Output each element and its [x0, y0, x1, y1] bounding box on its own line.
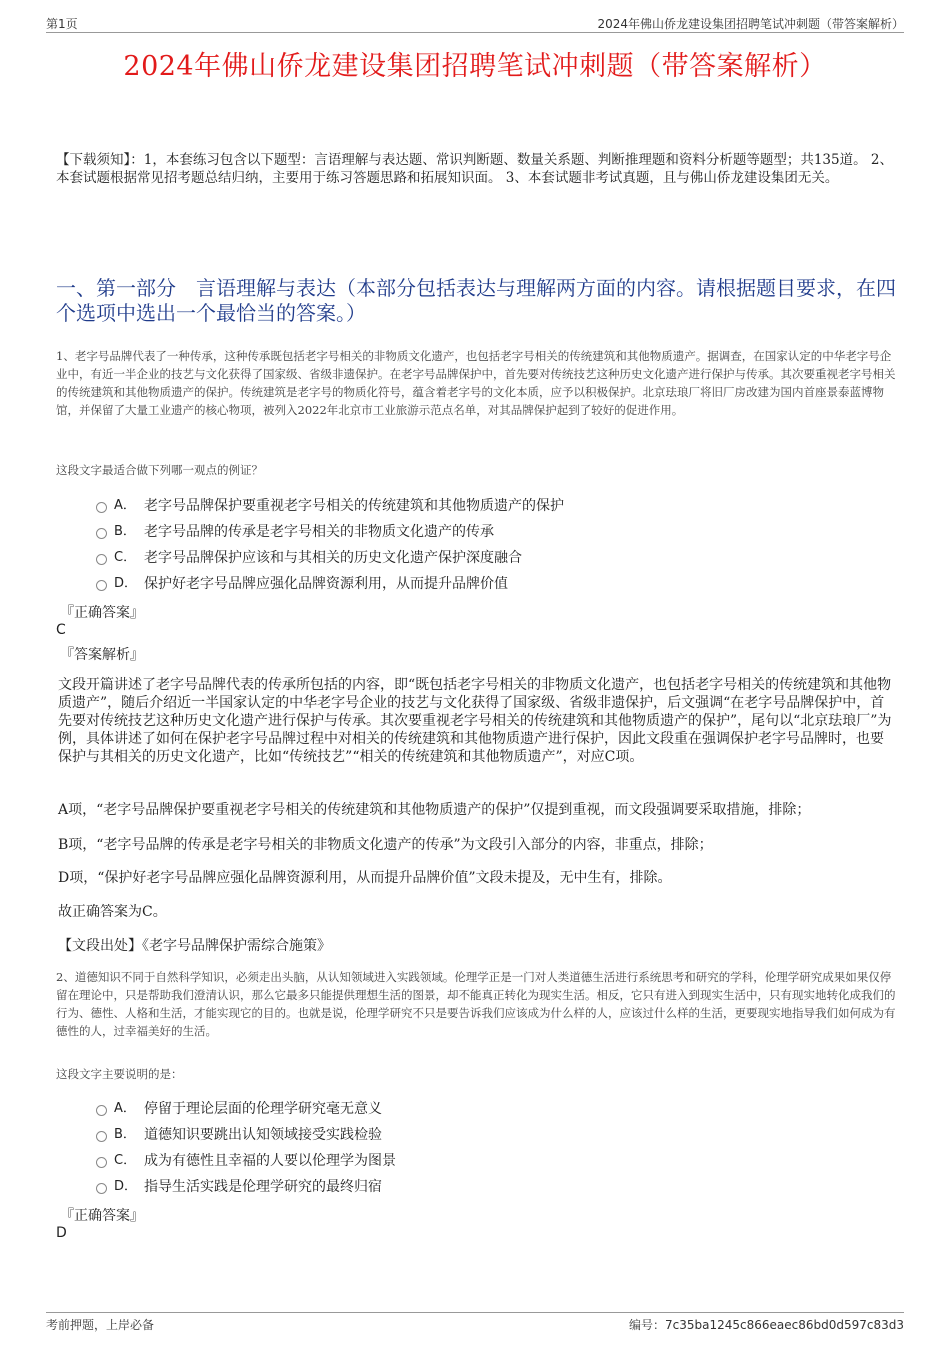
- option-text: 停留于理论层面的伦理学研究毫无意义: [144, 1101, 382, 1117]
- page-header: [46, 14, 904, 33]
- option-text: 保护好老字号品牌应强化品牌资源利用，从而提升品牌价值: [144, 576, 508, 592]
- header-doc-title: 2024年佛山侨龙建设集团招聘笔试冲刺题（带答案解析）: [597, 17, 904, 31]
- page-title: 2024年佛山侨龙建设集团招聘笔试冲刺题（带答案解析）: [123, 51, 827, 82]
- option-text: 老字号品牌保护应该和与其相关的历史文化遗产保护深度融合: [144, 550, 522, 566]
- option-text: 道德知识要跳出认知领域接受实践检验: [144, 1127, 382, 1143]
- q1-answer: C: [56, 622, 66, 638]
- radio-icon[interactable]: [96, 1131, 107, 1142]
- q1-source: 【文段出处】《老字号品牌保护需综合施策》: [58, 938, 331, 954]
- q1-option-b[interactable]: [96, 522, 856, 542]
- radio-icon[interactable]: [96, 1157, 107, 1168]
- question-2-prompt: 这段文字主要说明的是：: [56, 1067, 183, 1081]
- q2-option-c[interactable]: [96, 1151, 856, 1171]
- option-letter: D．: [114, 576, 138, 591]
- q1-option-a[interactable]: [96, 496, 856, 516]
- option-text: 老字号品牌的传承是老字号相关的非物质文化遗产的传承: [144, 524, 494, 540]
- q1-note-d: D项，“保护好老字号品牌应强化品牌资源利用，从而提升品牌价值”文段未提及，无中生有，排除。: [58, 870, 672, 886]
- option-letter: C．: [114, 550, 137, 565]
- q1-option-c[interactable]: [96, 548, 856, 568]
- radio-icon[interactable]: [96, 502, 107, 513]
- q1-conclusion: 故正确答案为C。: [58, 904, 167, 920]
- q2-answer: D: [56, 1225, 67, 1241]
- option-letter: C．: [114, 1153, 137, 1168]
- option-text: 成为有德性且幸福的人要以伦理学为图景: [144, 1153, 396, 1169]
- q1-analysis-label: 『答案解析』: [60, 647, 144, 663]
- download-notice: 【下载须知】：1，本套练习包含以下题型：言语理解与表达题、常识判断题、数量关系题、判断推理题和资料分析题等题型；共135道。 2、本套试题根据常见招考题总结归纳，主要用于练习答题思路和拓展知识面。 3、本套试题非考试真题，且与佛山侨龙建设集团无关。: [56, 152, 893, 186]
- q1-note-b: B项，“老字号品牌的传承是老字号相关的非物质文化遗产的传承”为文段引入部分的内容，非重点，排除；: [58, 837, 713, 853]
- q1-option-d[interactable]: [96, 574, 856, 594]
- q2-option-a[interactable]: [96, 1099, 856, 1119]
- q2-option-d[interactable]: [96, 1177, 856, 1197]
- q1-analysis: 文段开篇讲述了老字号品牌代表的传承所包括的内容，即“既包括老字号相关的非物质文化遗产，也包括老字号相关的传统建筑和其他物质遗产”，随后介绍近一半国家认定的中华老字号企业的技艺与文化获得了国家级、省级非遗保护，后文强调“在老字号品牌保护中，首先要对传统技艺这种历史文化遗产进行保护与传承。其次要重视老字号相关的传统建筑和其他物质遗产的保护”，尾句以“北京珐琅厂”为例，具体讲述了如何在保护老字号品牌过程中对相关的传统建筑和其他物质遗产进行保护，因此文段重在强调保护老字号品牌时，也要保护与其相关的历史文化遗产，比如“传统技艺”“相关的传统建筑和其他物质遗产”，对应C项。: [58, 677, 892, 765]
- q2-answer-label: 『正确答案』: [60, 1208, 144, 1224]
- radio-icon[interactable]: [96, 1105, 107, 1116]
- footer-slogan: 考前押题，上岸必备: [46, 1318, 155, 1332]
- question-1-prompt: 这段文字最适合做下列哪一观点的例证？: [56, 463, 263, 477]
- page-footer: [46, 1312, 904, 1333]
- radio-icon[interactable]: [96, 580, 107, 591]
- page-number: 第1页: [46, 17, 78, 31]
- radio-icon[interactable]: [96, 528, 107, 539]
- option-text: 老字号品牌保护要重视老字号相关的传统建筑和其他物质遗产的保护: [144, 498, 564, 514]
- question-1-stem: 1、老字号品牌代表了一种传承，这种传承既包括老字号相关的非物质文化遗产，也包括老字号相关的传统建筑和其他物质遗产。据调查，在国家认定的中华老字号企业中，有近一半企业的技艺与文化获得了国家级、省级非遗保护。在老字号品牌保护中，首先要对传统技艺这种历史文化遗产进行保护与传承。其次要重视老字号相关的传统建筑和其他物质遗产的保护。传统建筑是老字号的物质化符号，蕴含着老字号的文化本质，应予以积极保护。北京珐琅厂将旧厂房改建为国内首座景泰蓝博物馆，并保留了大量工业遗产的核心物项，被列入2022年北京市工业旅游示范点名单，对其品牌保护起到了较好的促进作用。: [56, 349, 896, 417]
- q1-answer-label: 『正确答案』: [60, 605, 144, 621]
- radio-icon[interactable]: [96, 1183, 107, 1194]
- option-letter: B．: [114, 1127, 136, 1142]
- option-text: 指导生活实践是伦理学研究的最终归宿: [144, 1179, 382, 1195]
- option-letter: B．: [114, 524, 136, 539]
- section-heading: 一、第一部分 言语理解与表达（本部分包括表达与理解两方面的内容。请根据题目要求，在四个选项中选出一个最恰当的答案。）: [56, 276, 896, 325]
- q1-note-a: A项，“老字号品牌保护要重视老字号相关的传统建筑和其他物质遗产的保护”仅提到重视，而文段强调要采取措施，排除；: [58, 802, 811, 818]
- option-letter: D．: [114, 1179, 138, 1194]
- option-letter: A．: [114, 498, 136, 513]
- q2-option-b[interactable]: [96, 1125, 856, 1145]
- option-letter: A．: [114, 1101, 136, 1116]
- radio-icon[interactable]: [96, 554, 107, 565]
- footer-doc-id: 编号：7c35ba1245c866eaec86bd0d597c83d3: [628, 1318, 904, 1332]
- question-2-stem: 2、道德知识不同于自然科学知识，必须走出头脑，从认知领域进入实践领域。伦理学正是一门对人类道德生活进行系统思考和研究的学科，伦理学研究成果如果仅停留在理论中，只是帮助我们澄清认识，那么它最多只能提供理想生活的图景，却不能真正转化为现实生活。相反，它只有进入到现实生活中，只有现实地转化成我们的行为、德性、人格和生活，才能实现它的目的。也就是说，伦理学研究不只是要告诉我们应该成为什么样的人，应该过什么样的生活，更要现实地指导我们如何成为有德性的人，过幸福美好的生活。: [56, 970, 896, 1038]
